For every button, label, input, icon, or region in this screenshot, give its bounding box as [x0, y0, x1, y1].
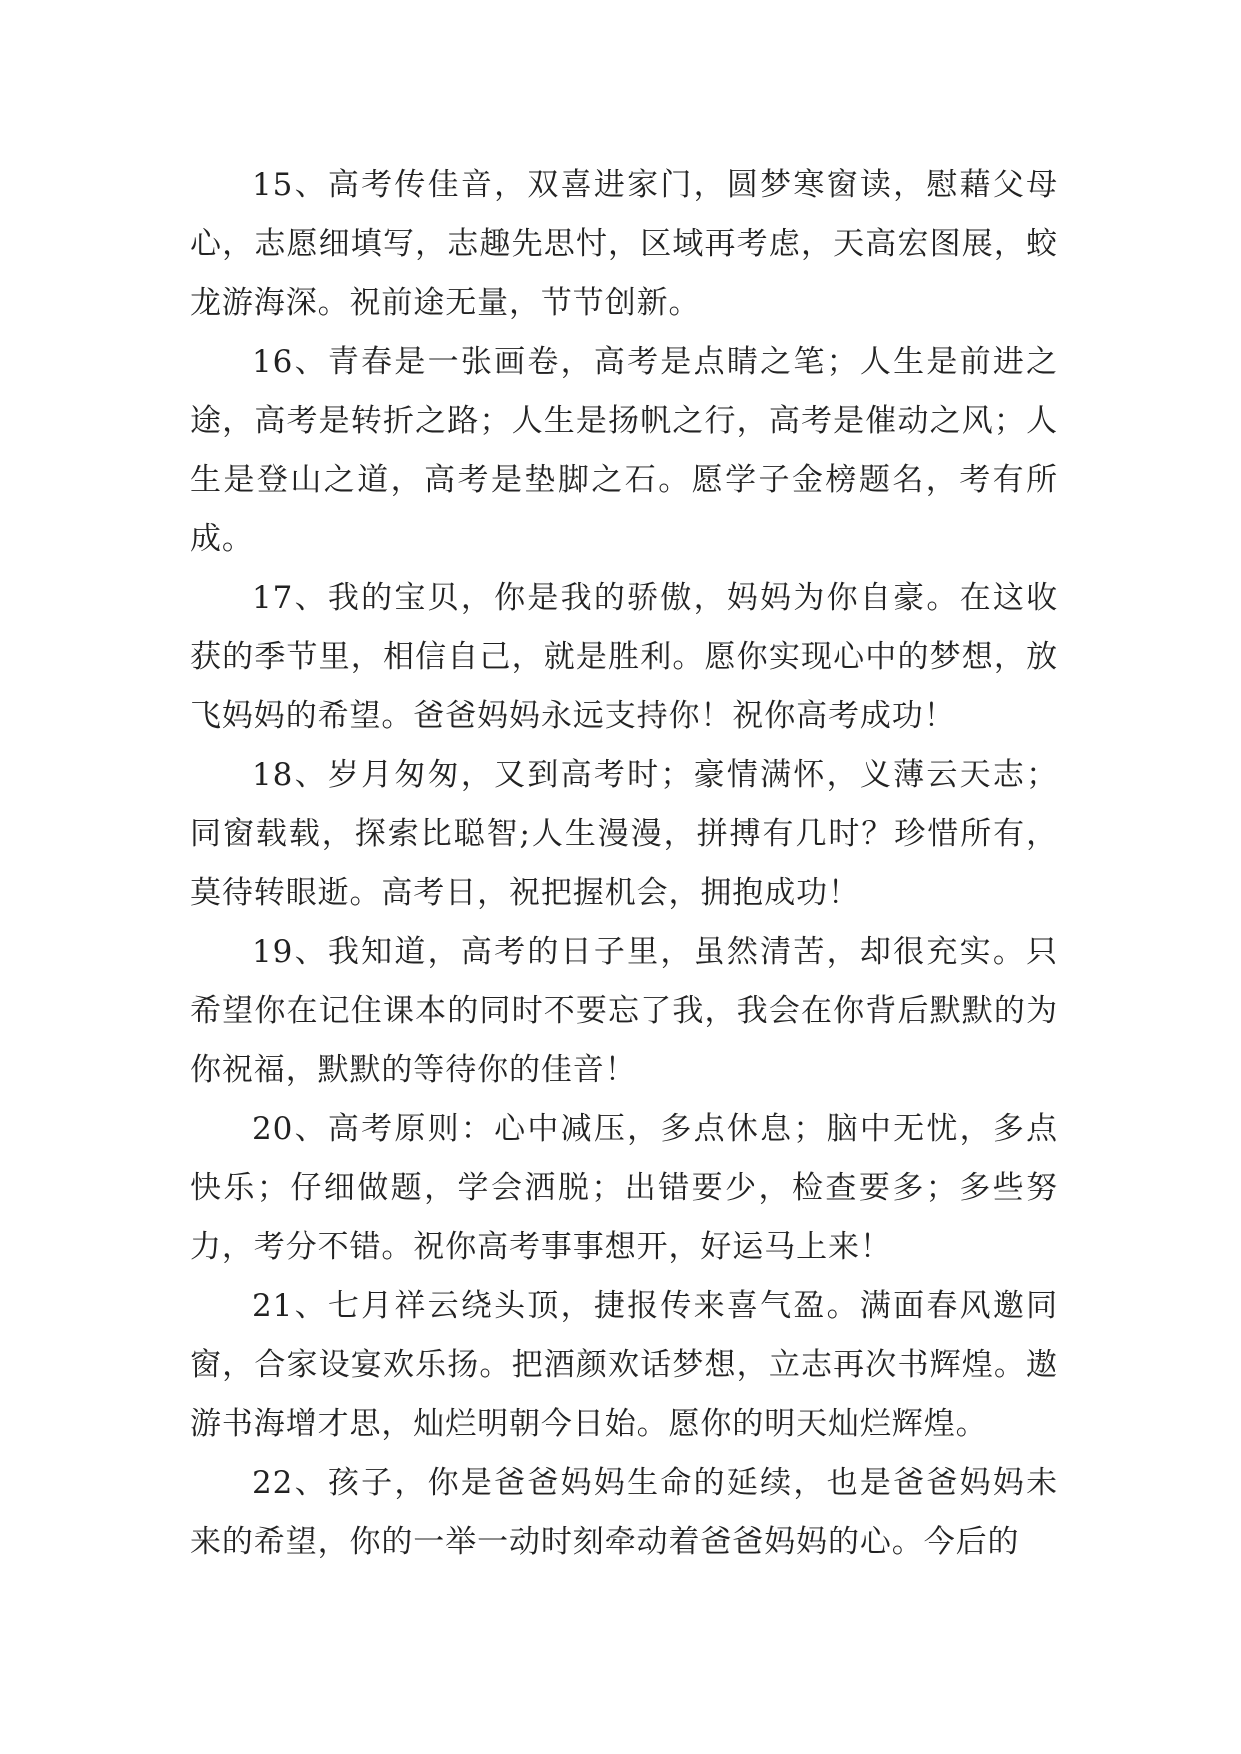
paragraph-22: 22、孩子，你是爸爸妈妈生命的延续，也是爸爸妈妈未来的希望，你的一举一动时刻牵动着爸爸妈妈的心。今后的 [190, 1465, 1058, 1560]
paragraph-21: 21、七月祥云绕头顶，捷报传来喜气盈。满面春风邀同窗，合家设宴欢乐扬。把酒颜欢话梦想，立志再次书辉煌。遨游书海增才思，灿烂明朝今日始。愿你的明天灿烂辉煌。 [190, 1288, 1058, 1442]
document-body [190, 156, 1058, 1572]
paragraph-16: 16、青春是一张画卷，高考是点睛之笔；人生是前进之途，高考是转折之路；人生是扬帆之行，高考是催动之风；人生是登山之道，高考是垫脚之石。愿学子金榜题名，考有所成。 [190, 344, 1058, 557]
paragraph-20: 20、高考原则：心中减压，多点休息；脑中无忧，多点快乐；仔细做题，学会洒脱；出错要少，检查要多；多些努力，考分不错。祝你高考事事想开，好运马上来！ [190, 1111, 1058, 1265]
paragraph-17: 17、我的宝贝，你是我的骄傲，妈妈为你自豪。在这收获的季节里，相信自己，就是胜利。愿你实现心中的梦想，放飞妈妈的希望。爸爸妈妈永远支持你！祝你高考成功！ [190, 580, 1058, 734]
paragraph-19: 19、我知道，高考的日子里，虽然清苦，却很充实。只希望你在记住课本的同时不要忘了我，我会在你背后默默的为你祝福，默默的等待你的佳音！ [190, 934, 1058, 1088]
paragraph-18: 18、岁月匆匆，又到高考时；豪情满怀，义薄云天志；同窗载载，探索比聪智;人生漫漫，拼搏有几时？珍惜所有，莫待转眼逝。高考日，祝把握机会，拥抱成功！ [190, 757, 1058, 911]
paragraph-15: 15、高考传佳音，双喜进家门，圆梦寒窗读，慰藉父母心，志愿细填写，志趣先思忖，区域再考虑，天高宏图展，蛟龙游海深。祝前途无量，节节创新。 [190, 167, 1058, 321]
